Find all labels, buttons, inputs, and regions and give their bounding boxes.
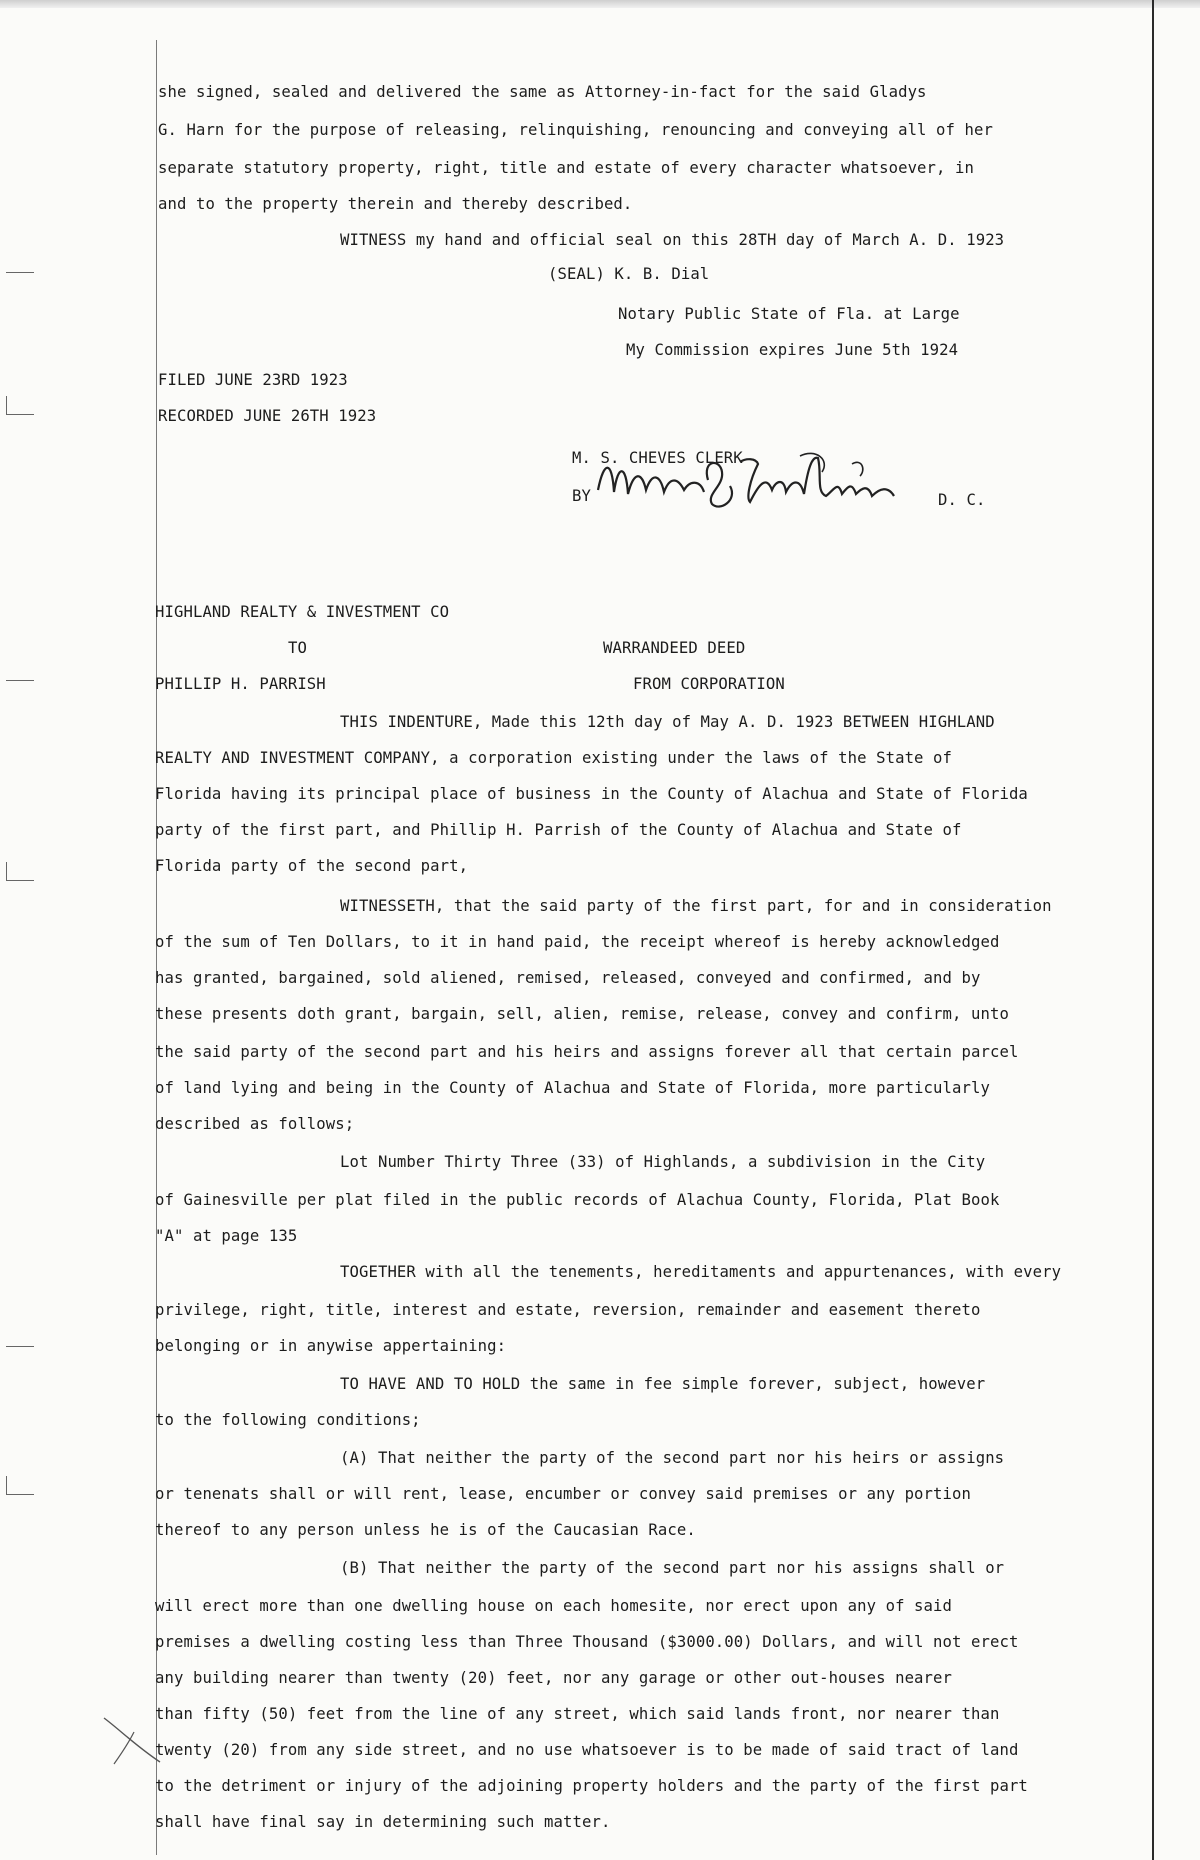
- seal-signature: (SEAL) K. B. Dial: [548, 265, 710, 283]
- indenture-line-2: REALTY AND INVESTMENT COMPANY, a corporation existing under the laws of the State of: [155, 749, 953, 767]
- indenture-line-5: Florida party of the second part,: [155, 857, 469, 875]
- filed-date: FILED JUNE 23RD 1923: [158, 371, 348, 389]
- binding-mark: [6, 862, 7, 880]
- binding-mark: [6, 272, 34, 273]
- binding-mark: [6, 414, 34, 415]
- indenture-line-4: party of the first part, and Phillip H. Parrish of the County of Alachua and State of: [155, 821, 962, 839]
- notary-title: Notary Public State of Fla. at Large: [618, 305, 960, 323]
- binding-mark: [6, 680, 34, 681]
- witness-line: WITNESS my hand and official seal on this 28TH day of March A. D. 1923: [340, 231, 1005, 249]
- margin-pen-mark: [100, 1710, 170, 1770]
- indenture-line-3: Florida having its principal place of business in the County of Alachua and State of Florida: [155, 785, 1028, 803]
- deed-type: WARRANDEED DEED: [603, 639, 746, 657]
- binding-mark: [6, 1346, 34, 1347]
- clerk-signature: [590, 450, 920, 515]
- deed-to: TO: [288, 639, 307, 657]
- habendum-line-2: to the following conditions;: [155, 1411, 421, 1429]
- witnesseth-line-1: WITNESSETH, that the said party of the first part, for and in consideration: [340, 897, 1052, 915]
- witnesseth-line-2: of the sum of Ten Dollars, to it in hand paid, the receipt whereof is hereby acknowledged: [155, 933, 1000, 951]
- binding-mark: [6, 880, 34, 881]
- condition-b-line-4: any building nearer than twenty (20) feet, nor any garage or other out-houses nearer: [155, 1669, 953, 1687]
- deed-from: FROM CORPORATION: [633, 675, 785, 693]
- clerk-name: M. S. CHEVES CLERK: [572, 449, 743, 467]
- indenture-line-1: THIS INDENTURE, Made this 12th day of May A. D. 1923 BETWEEN HIGHLAND: [340, 713, 995, 731]
- witnesseth-line-4: these presents doth grant, bargain, sell, alien, remise, release, convey and confirm, unto: [155, 1005, 1009, 1023]
- habendum-line-1: TO HAVE AND TO HOLD the same in fee simple forever, subject, however: [340, 1375, 986, 1393]
- together-line-1: TOGETHER with all the tenements, hereditaments and appurtenances, with every: [340, 1263, 1062, 1281]
- notary-line-2: G. Harn for the purpose of releasing, relinquishing, renouncing and conveying all of her: [158, 121, 993, 139]
- notary-line-1: she signed, sealed and delivered the same as Attorney-in-fact for the said Gladys: [158, 83, 927, 101]
- condition-b-line-6: twenty (20) from any side street, and no use whatsoever is to be made of said tract of land: [155, 1741, 1019, 1759]
- notary-line-4: and to the property therein and thereby described.: [158, 195, 633, 213]
- condition-b-line-2: will erect more than one dwelling house on each homesite, nor erect upon any of said: [155, 1597, 953, 1615]
- grantor-name: HIGHLAND REALTY & INVESTMENT CO: [155, 603, 450, 621]
- scan-top-edge: [0, 0, 1200, 8]
- condition-b-line-7: to the detriment or injury of the adjoining property holders and the party of the first part: [155, 1777, 1028, 1795]
- binding-mark: [6, 1494, 34, 1495]
- condition-a-line-1: (A) That neither the party of the second part nor his heirs or assigns: [340, 1449, 1005, 1467]
- condition-b-line-3: premises a dwelling costing less than Three Thousand ($3000.00) Dollars, and will not erect: [155, 1633, 1019, 1651]
- binding-mark: [6, 396, 7, 414]
- clerk-by: BY: [572, 487, 591, 505]
- witnesseth-line-5: the said party of the second part and his heirs and assigns forever all that certain parcel: [155, 1043, 1019, 1061]
- lot-line-2: of Gainesville per plat filed in the public records of Alachua County, Florida, Plat Book: [155, 1191, 1000, 1209]
- lot-line-1: Lot Number Thirty Three (33) of Highlands, a subdivision in the City: [340, 1153, 986, 1171]
- commission-expiry: My Commission expires June 5th 1924: [626, 341, 959, 359]
- together-line-2: privilege, right, title, interest and estate, reversion, remainder and easement thereto: [155, 1301, 981, 1319]
- binding-mark: [6, 1476, 7, 1494]
- witnesseth-line-6: of land lying and being in the County of Alachua and State of Florida, more particularly: [155, 1079, 990, 1097]
- lot-line-3: "A" at page 135: [155, 1227, 298, 1245]
- deputy-clerk: D. C.: [938, 491, 986, 509]
- page-right-border: [1152, 0, 1154, 1860]
- condition-b-line-8: shall have final say in determining such matter.: [155, 1813, 611, 1831]
- condition-a-line-3: thereof to any person unless he is of the Caucasian Race.: [155, 1521, 696, 1539]
- grantee-name: PHILLIP H. PARRISH: [155, 675, 326, 693]
- witnesseth-line-3: has granted, bargained, sold aliened, remised, released, conveyed and confirmed, and by: [155, 969, 981, 987]
- condition-b-line-5: than fifty (50) feet from the line of any street, which said lands front, nor nearer than: [155, 1705, 1000, 1723]
- together-line-3: belonging or in anywise appertaining:: [155, 1337, 507, 1355]
- condition-a-line-2: or tenenats shall or will rent, lease, encumber or convey said premises or any portion: [155, 1485, 971, 1503]
- notary-line-3: separate statutory property, right, title and estate of every character whatsoever, in: [158, 159, 974, 177]
- recorded-date: RECORDED JUNE 26TH 1923: [158, 407, 377, 425]
- condition-b-line-1: (B) That neither the party of the second part nor his assigns shall or: [340, 1559, 1005, 1577]
- witnesseth-line-7: described as follows;: [155, 1115, 355, 1133]
